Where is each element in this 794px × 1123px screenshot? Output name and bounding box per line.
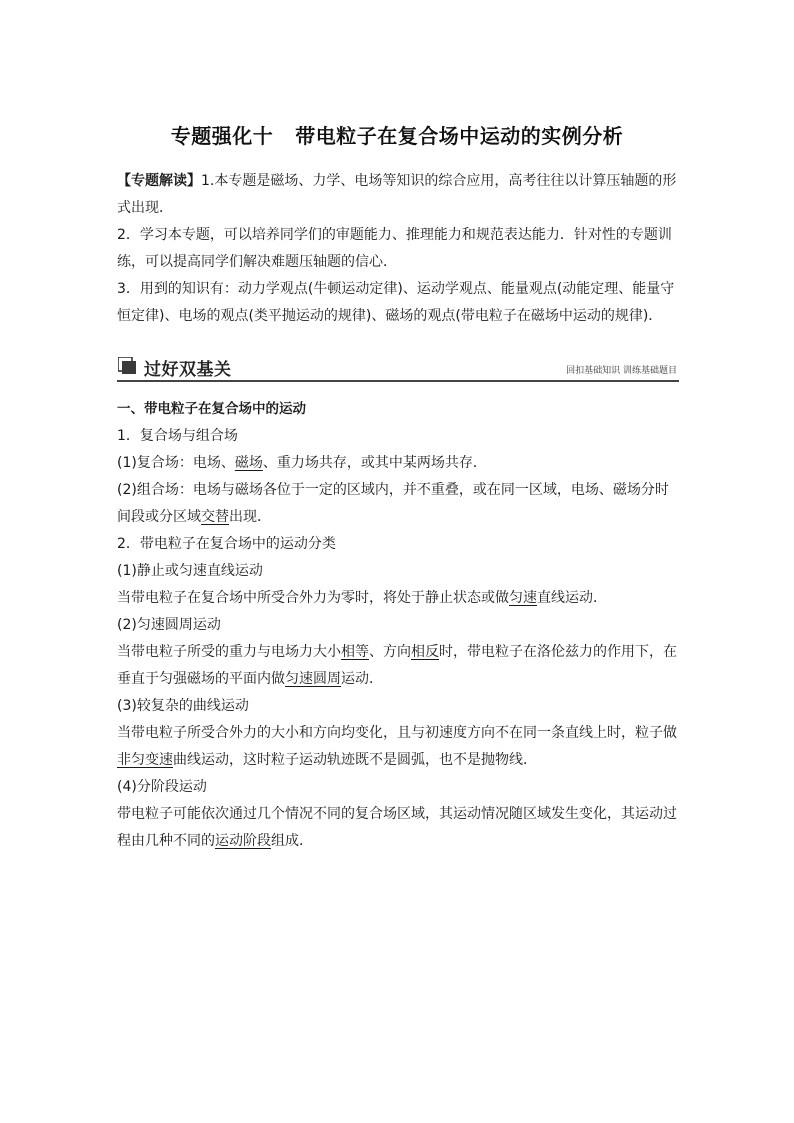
section-header: [117, 354, 679, 382]
text-segment: 时，带电粒子在洛伦兹力的作用下，在垂直于匀强磁场的平面内做: [117, 644, 677, 687]
section-title: 过好双基关: [144, 360, 232, 380]
text-segment: 、方向: [369, 644, 411, 660]
subsection-1-title: 1．复合场与组合场: [117, 428, 238, 444]
underlined-answer: 匀速圆周: [285, 671, 341, 687]
subsection-2-title: 2．带电粒子在复合场中的运动分类: [117, 536, 336, 552]
paragraph-curved-motion: [117, 720, 679, 774]
text-segment: 出现．: [229, 509, 271, 525]
paragraph-circular-motion: [117, 639, 679, 693]
intro-tag: 【专题解读】: [117, 173, 201, 189]
text-segment: 、重力场共存，或其中某两场共存．: [262, 455, 487, 471]
text-segment: 当带电粒子所受合外力的大小和方向均变化，且与初速度方向不在同一条直线上时，粒子做: [117, 725, 677, 741]
underlined-answer: 相反: [411, 644, 439, 660]
paragraph-composite-field: [117, 450, 679, 477]
text-segment: (2)组合场：电场与磁场各位于一定的区域内，并不重叠，或在同一区域，电场、磁场分时间段或分区域: [117, 482, 669, 525]
paragraph-combined-field: [117, 477, 679, 531]
content-heading: 一、带电粒子在复合场中的运动: [117, 401, 306, 417]
underlined-answer: 运动阶段: [215, 833, 271, 849]
text-segment: (1)复合场：电场、: [117, 455, 235, 471]
item-3-title: (3)较复杂的曲线运动: [117, 698, 249, 714]
underlined-answer: 相等: [341, 644, 369, 660]
topic-intro: [117, 168, 679, 330]
document-stack-icon: [118, 357, 138, 375]
title-part-2: 带电粒子在复合场中运动的实例分析: [295, 124, 624, 148]
intro-paragraph-2: 2．学习本专题，可以培养同学们的审题能力、推理能力和规范表达能力．针对性的专题训练，可以提高同学们解决难题压轴题的信心．: [117, 227, 672, 270]
page-title: [0, 120, 794, 149]
text-segment: 当带电粒子所受的重力与电场力大小: [117, 644, 341, 660]
underlined-answer: 非匀变速: [117, 752, 173, 768]
underlined-answer: 磁场: [234, 455, 263, 471]
text-segment: 带电粒子可能依次通过几个情况不同的复合场区域，其运动情况随区域发生变化，其运动过程由几种不同的: [117, 806, 677, 849]
text-segment: 曲线运动，这时粒子运动轨迹既不是圆弧，也不是抛物线．: [173, 752, 537, 768]
item-1-title: (1)静止或匀速直线运动: [117, 563, 263, 579]
underlined-answer: 交替: [201, 509, 229, 525]
paragraph-uniform-motion: [117, 585, 679, 612]
paragraph-staged-motion: [117, 801, 679, 855]
intro-p1-text: 1.本专题是磁场、力学、电场等知识的综合应用，高考往往以计算压轴题的形式出现．: [117, 173, 677, 216]
intro-paragraph-3: 3．用到的知识有：动力学观点(牛顿运动定律)、运动学观点、能量观点(动能定理、能量守恒定律)、电场的观点(类平抛运动的规律)、磁场的观点(带电粒子在磁场中运动的规律)．: [117, 281, 675, 324]
text-segment: 直线运动．: [537, 590, 607, 606]
item-4-title: (4)分阶段运动: [117, 779, 207, 795]
text-segment: 运动．: [341, 671, 383, 687]
underlined-answer: 匀速: [509, 590, 537, 606]
item-2-title: (2)匀速圆周运动: [117, 617, 221, 633]
section-subtitle: 回扣基础知识 训练基础题目: [566, 366, 677, 376]
text-segment: 当带电粒子在复合场中所受合外力为零时，将处于静止状态或做: [117, 590, 509, 606]
text-segment: 组成．: [271, 833, 313, 849]
intro-paragraph-1: [117, 168, 679, 222]
title-part-1: 专题强化十: [170, 124, 274, 148]
section-content: [117, 396, 679, 855]
